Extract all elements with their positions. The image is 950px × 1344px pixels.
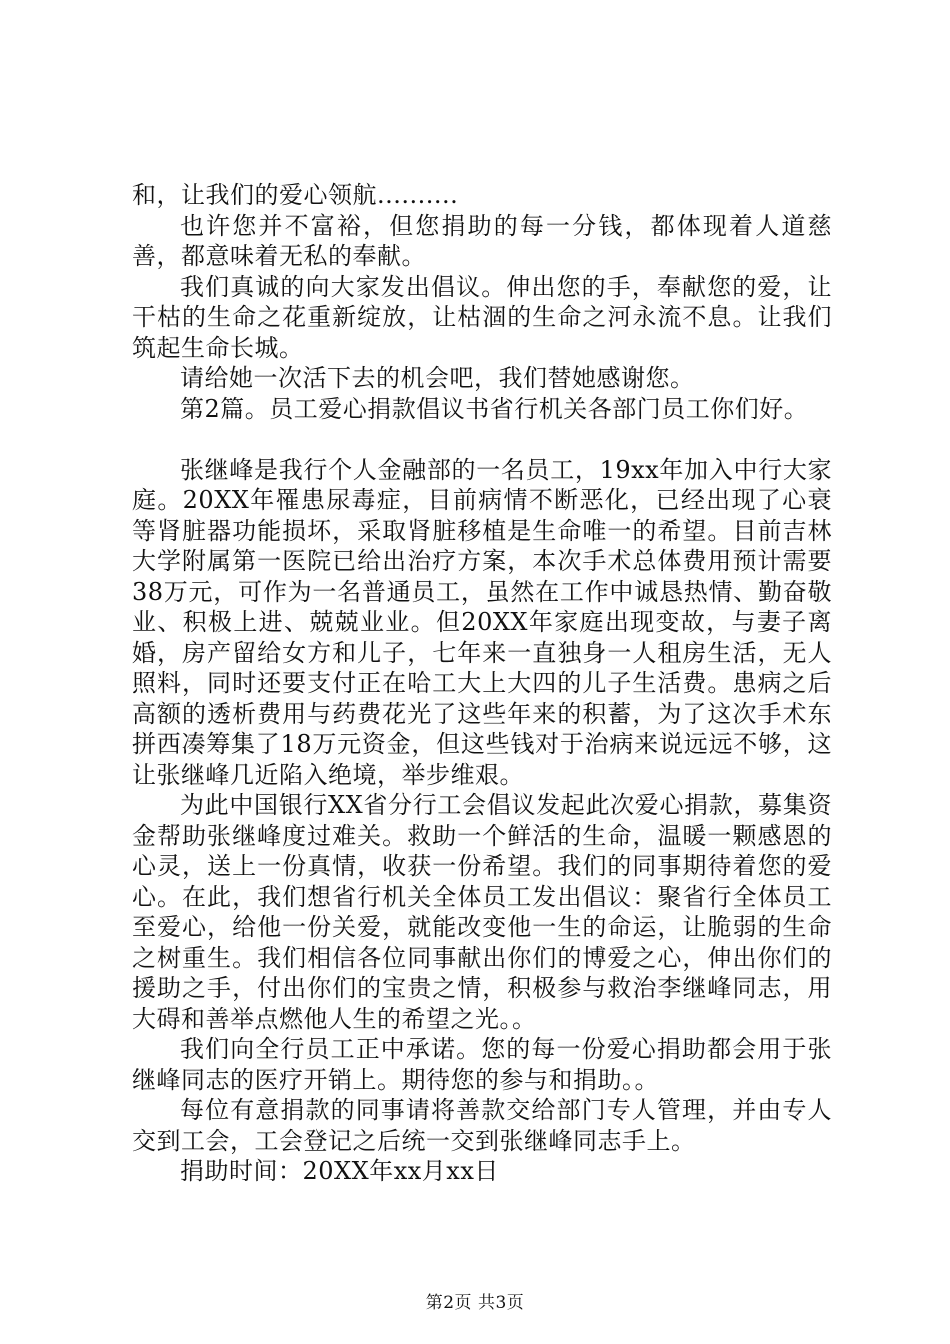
paragraph-donation-meaning: 也许您并不富裕，但您捐助的每一分钱，都体现着人道慈善，都意味着无私的奉献。 bbox=[132, 211, 832, 270]
section-heading: 第2篇。员工爱心捐款倡议书省行机关各部门员工你们好。 bbox=[180, 394, 809, 423]
paragraph-gap bbox=[132, 424, 832, 455]
paragraph-background: 张继峰是我行个人金融部的一名员工，19xx年加入中行大家庭。20XX年罹患尿毒症，目前病情不断恶化，已经出现了心衰等肾脏器功能损坏，采取肾脏移植是生命唯一的希望。目前吉林大学附属第一医院已给出治疗方案，本次手术总体费用预计需要38万元，可作为一名普通员工，虽然在工作中诚恳热情、勤奋敬业、积极上进、兢兢业业。但20XX年家庭出现变故，与妻子离婚，房产留给女方和儿子，七年来一直独身一人租房生活，无人照料，同时还要支付正在哈工大上大四的儿子生活费。患病之后高额的透析费用与药费花光了这些年来的积蓄，为了这次手术东拼西凑筹集了18万元资金，但这些钱对于治病来说远远不够，这让张继峰几近陷入绝境，举步维艰。 bbox=[132, 455, 832, 789]
paragraph-thanks: 请给她一次活下去的机会吧，我们替她感谢您。 bbox=[180, 364, 695, 392]
paragraph-procedure: 每位有意捐款的同事请将善款交给部门专人管理，并由专人交到工会，工会登记之后统一交到张继峰同志手上。 bbox=[132, 1096, 832, 1155]
page-footer: 第2页 共3页 bbox=[425, 1293, 525, 1313]
paragraph-donation-time: 捐助时间：20XX年xx月xx日 bbox=[180, 1157, 499, 1185]
paragraph-continuation: 和，让我们的爱心领航.......... bbox=[132, 181, 459, 209]
paragraph-initiative: 为此中国银行XX省分行工会倡议发起此次爱心捐款，募集资金帮助张继峰度过难关。救助一个鲜活的生命，温暖一颗感恩的心灵，送上一份真情，收获一份希望。我们的同事期待着您的爱心。在此，我们想省行机关全体员工发出倡议：聚省行全体员工至爱心，给他一份关爱，就能改变他一生的命运，让脆弱的生命之树重生。我们相信各位同事献出你们的博爱之心，伸出你们的援助之手，付出你们的宝贵之情，积极参与救治李继峰同志，用大碍和善举点燃他人生的希望之光。。 bbox=[132, 791, 832, 1033]
paragraph-promise: 我们向全行员工正中承诺。您的每一份爱心捐助都会用于张继峰同志的医疗开销上。期待您的参与和捐助。。 bbox=[132, 1035, 832, 1094]
document-body bbox=[132, 180, 832, 1187]
paragraph-appeal: 我们真诚的向大家发出倡议。伸出您的手，奉献您的爱，让干枯的生命之花重新绽放，让枯涸的生命之河永流不息。让我们筑起生命长城。 bbox=[132, 272, 832, 362]
